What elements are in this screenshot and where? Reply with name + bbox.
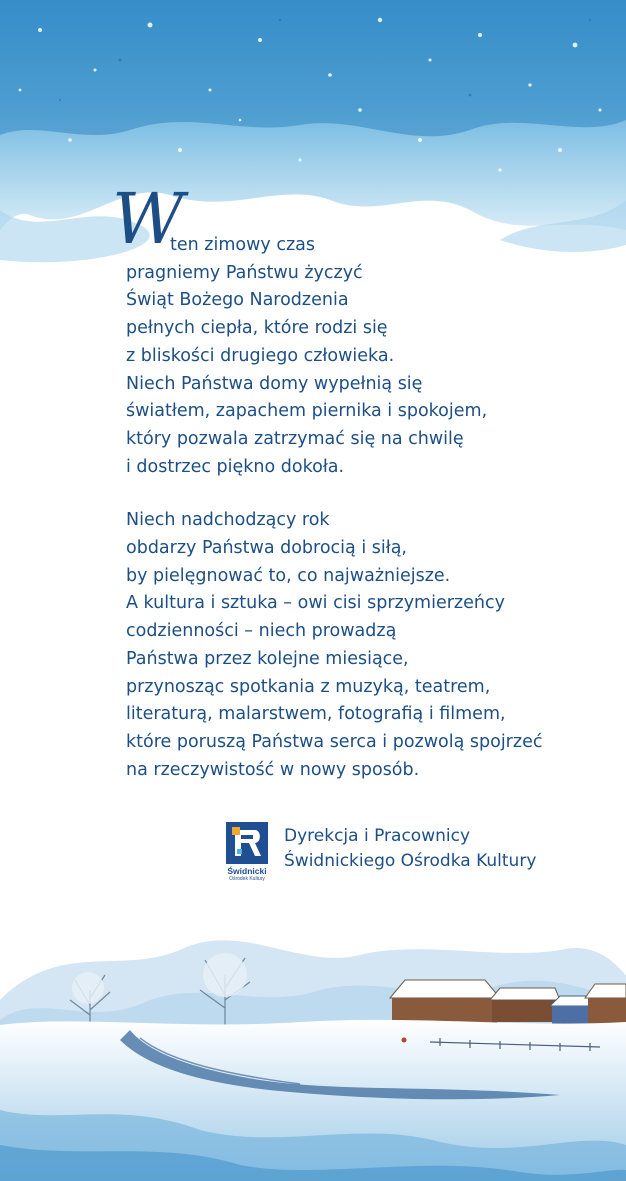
greeting-line: pełnych ciepła, które rodzi się [126,318,388,339]
logo-mark-icon [226,822,268,864]
greeting-line: które poruszą Państwa serca i pozwolą spojrzeć [126,731,543,752]
logo-subtitle: Ośrodek Kultury [229,876,265,882]
greeting-line: na rzeczywistość w nowy sposób. [126,759,420,780]
greeting-line: Państwa przez kolejne miesiące, [126,648,409,669]
signature-text [284,824,536,874]
greeting-line: i dostrzec piękno dokoła. [126,456,345,477]
dropcap-letter: W [112,178,184,260]
winter-landscape-illustration [0,880,626,1181]
greeting-line: który pozwala zatrzymać się na chwilę [126,428,464,449]
greeting-line: by pielęgnować to, co najważniejsze. [126,565,451,586]
paragraph-gap [126,481,606,507]
greeting-line: pragniemy Państwu życzyć [126,262,363,283]
greeting-line: Niech nadchodzący rok [126,510,330,531]
greeting-line: A kultura i sztuka – owi cisi sprzymierzeńcy [126,593,505,614]
greeting-text [112,178,606,784]
greeting-line: codzienności – niech prowadzą [126,621,397,642]
greeting-line: światłem, zapachem piernika i spokojem, [126,401,488,422]
signature-line-1: Dyrekcja i Pracownicy [284,826,471,846]
signature-line-2: Świdnickiego Ośrodka Kultury [284,851,537,871]
greeting-line: obdarzy Państwa dobrocią i siłą, [126,538,407,559]
greeting-line: przynosząc spotkania z muzyką, teatrem, [126,676,491,697]
greeting-line: z bliskości drugiego człowieka. [126,345,395,366]
greeting-line: Świąt Bożego Narodzenia [126,290,349,311]
greeting-line: ten zimowy czas [170,235,315,255]
greeting-line: literaturą, malarstwem, fotografią i filmem, [126,704,506,725]
logo-name: Świdnicki [227,866,267,876]
greeting-line: Niech Państwa domy wypełnią się [126,373,423,394]
